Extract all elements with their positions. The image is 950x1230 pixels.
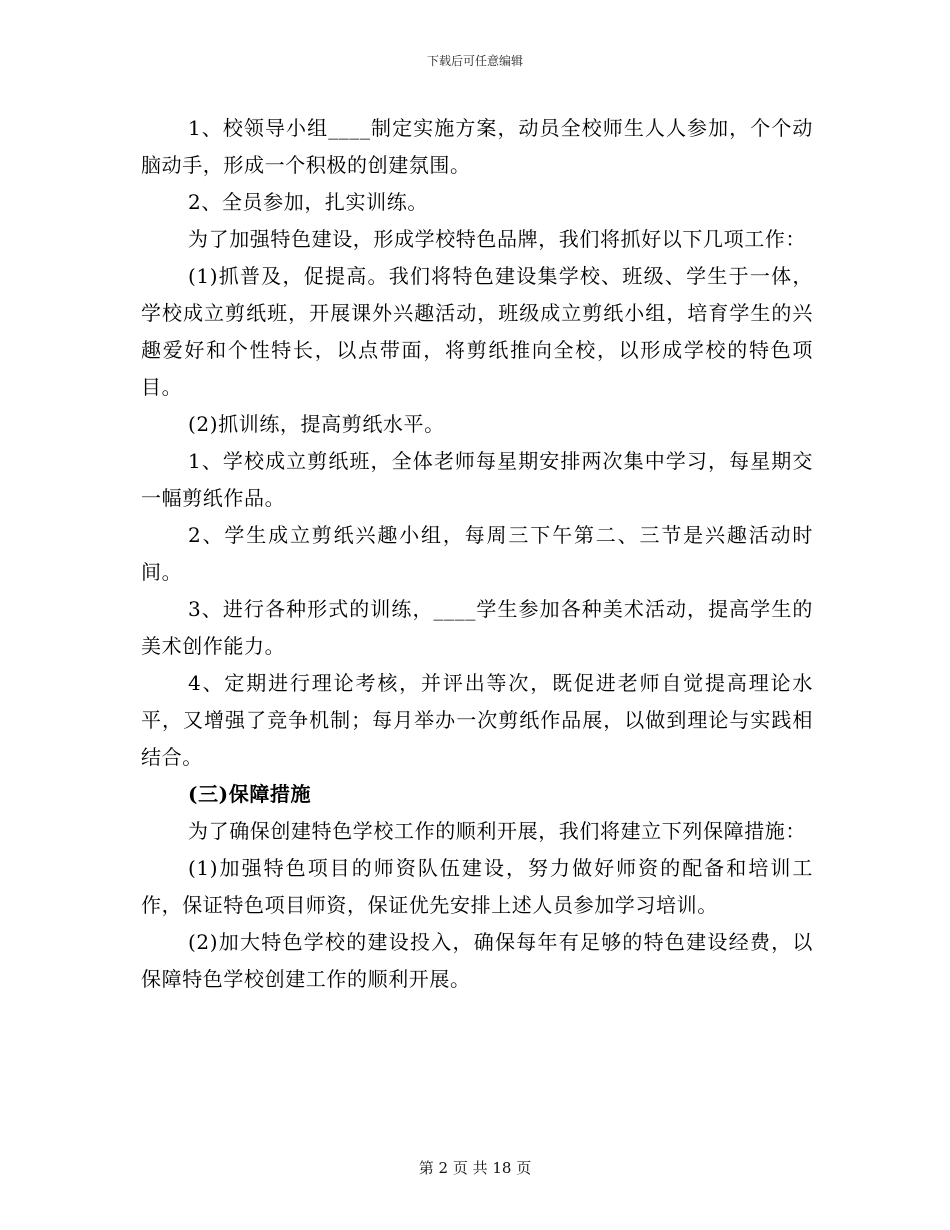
paragraph-5: (2)抓训练，提高剪纸水平。: [188, 412, 445, 436]
paragraph-1: 1、校领导小组____制定实施方案，动员全校师生人人参加，个个动脑动手，形成一个积极的创建氛围。: [141, 116, 813, 177]
page-number-footer: 第 2 页 共 18 页: [418, 1159, 532, 1177]
section-heading-safeguards: (三)保障措施: [188, 782, 312, 806]
paragraph-10: 为了确保创建特色学校工作的顺利开展，我们将建立下列保障措施：: [188, 819, 806, 843]
header-note: 下载后可任意编辑: [426, 54, 523, 68]
document-body: [141, 110, 813, 998]
paragraph-2: 2、全员参加，扎实训练。: [188, 190, 428, 214]
paragraph-8: 3、进行各种形式的训练，____学生参加各种美术活动，提高学生的美术创作能力。: [141, 597, 813, 658]
paragraph-7: 2、学生成立剪纸兴趣小组，每周三下午第二、三节是兴趣活动时间。: [141, 523, 813, 584]
paragraph-9: 4、定期进行理论考核，并评出等次，既促进老师自觉提高理论水平，又增强了竞争机制；每月举办一次剪纸作品展，以做到理论与实践相结合。: [141, 671, 813, 769]
paragraph-12: (2)加大特色学校的建设投入，确保每年有足够的特色建设经费，以保障特色学校创建工作的顺利开展。: [141, 930, 813, 991]
paragraph-3: 为了加强特色建设，形成学校特色品牌，我们将抓好以下几项工作：: [188, 227, 806, 251]
paragraph-4: (1)抓普及，促提高。我们将特色建设集学校、班级、学生于一体，学校成立剪纸班，开展课外兴趣活动，班级成立剪纸小组，培育学生的兴趣爱好和个性特长，以点带面，将剪纸推向全校，以形成学校的特色项目。: [141, 264, 813, 399]
paragraph-6: 1、学校成立剪纸班，全体老师每星期安排两次集中学习，每星期交一幅剪纸作品。: [141, 449, 813, 510]
paragraph-11: (1)加强特色项目的师资队伍建设，努力做好师资的配备和培训工作，保证特色项目师资，保证优先安排上述人员参加学习培训。: [141, 856, 813, 917]
